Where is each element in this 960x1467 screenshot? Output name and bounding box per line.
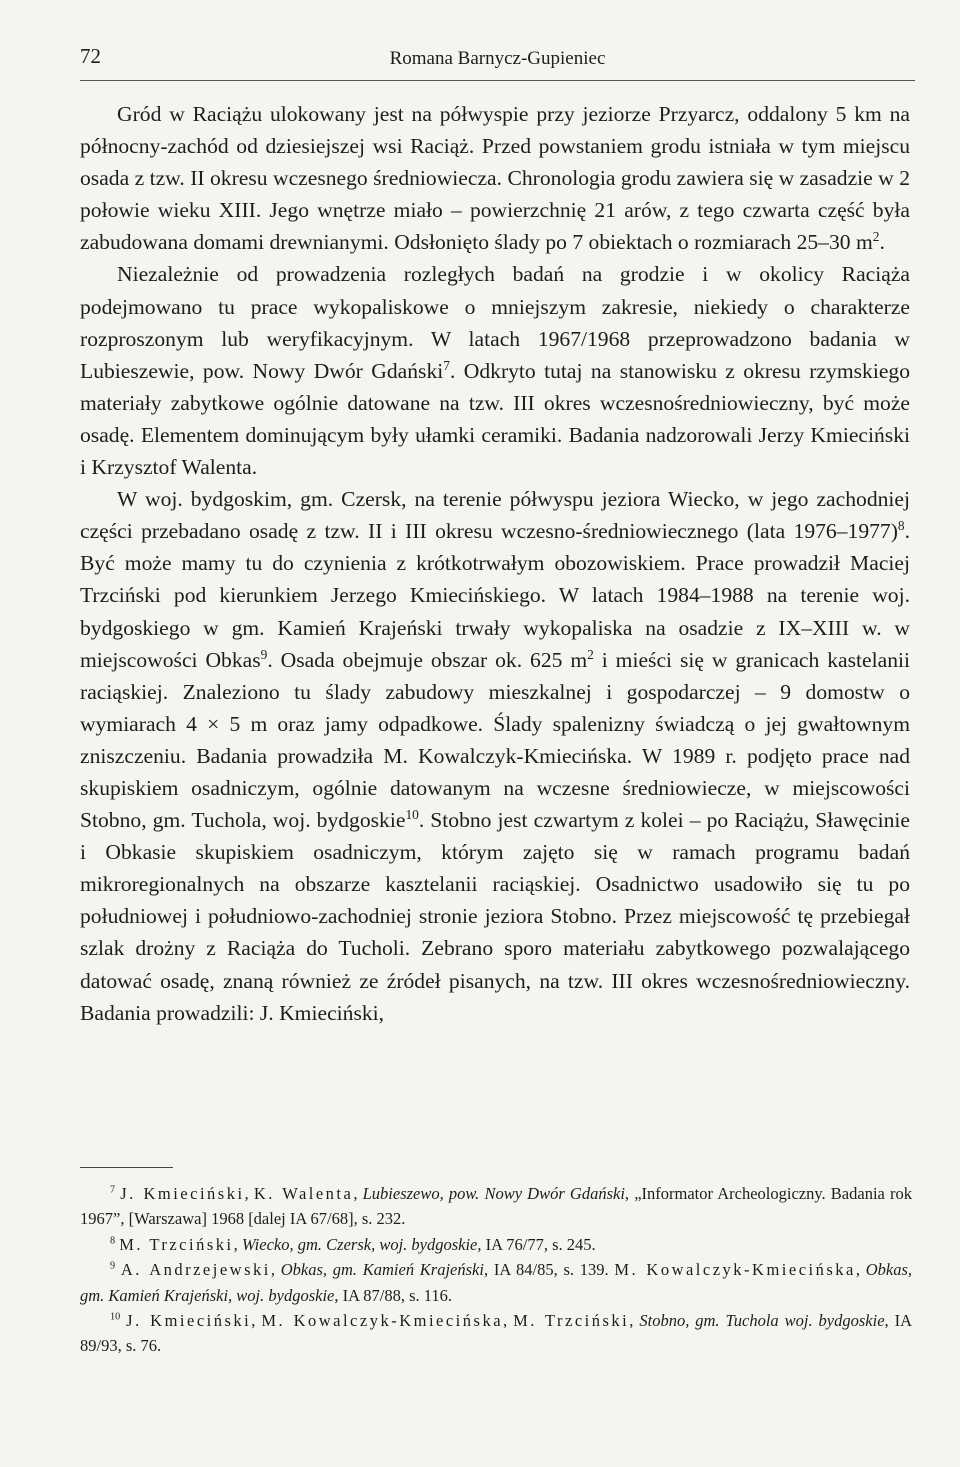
footnote-number: 9 — [110, 1260, 116, 1272]
paragraph-3-text-cont: . Osada obejmuje obszar ok. 625 m — [267, 647, 588, 672]
separator: , — [855, 1260, 866, 1280]
footnote-title: Wiecko, gm. Czersk, woj. bydgoskie — [241, 1234, 478, 1254]
paragraph-3-text-cont: . Być może mamy tu do czynienia z krótkotrwałym obozowiskiem. Prace prowadził Maciej Trzciński pod kierunkiem Jerzego Kmiecińskiego. W latach 1984–1988 na terenie woj. bydgoskiego w gm. Kamień Krajeński trwały wykopaliska na osadzie z IX–XIII w. w miejscowości Obkas — [80, 519, 910, 672]
footnote-7 — [80, 1181, 912, 1232]
footnote-8 — [80, 1232, 912, 1257]
separator: , — [629, 1311, 640, 1331]
footnote-title: Lubieszewo, pow. Nowy Dwór Gdański — [362, 1184, 625, 1203]
page-number: 72 — [80, 44, 101, 68]
paragraph-2 — [80, 258, 910, 483]
paragraph-3-text-cont: i mieści się w granicach kastelanii raciąskiej. Znaleziono tu ślady zabudowy mieszkalnej i gospodarczej – 9 domostw o wymiarach 4 × 5 m oraz jamy odpadkowe. Ślady spalenizny świadczą o jej gwałtownym zniszczeniu. Badania prowadziła M. Kowalczyk-Kmiecińska. W 1989 r. podjęto prace nad skupiskiem osadniczym, ogólnie datowanym na wczesne średniowiecze, w miejscowości Stobno, gm. Tuchola, woj. bydgoskie — [80, 647, 910, 833]
separator: , — [353, 1184, 363, 1203]
paragraph-1-end: . — [879, 230, 885, 255]
footnote-title: Obkas, gm. Kamień Krajeński — [280, 1260, 484, 1280]
superscript: 2 — [872, 229, 880, 245]
footnote-ref-9[interactable]: 9 — [260, 646, 268, 662]
paragraph-1-text: Gród w Raciążu ulokowany jest na półwyspie przy jeziorze Przyarcz, oddalony 5 km na północny-zachód od dziesiejszej wsi Raciąż. Przed powstaniem grodu istniała w tym miejscu osada z tzw. II okresu wczesnego średniowiecza. Chronologia grodu zawiera się w zasadzie w 2 połowie wieku XIII. Jego wnętrze miało – powierzchnię 21 arów, z tego czwarta część była zabudowana domami drewnianymi. Odsłonięto ślady po 7 obiektach o rozmiarach 25–30 m — [80, 102, 910, 255]
footnote-title: Obkas, gm. Kamień Krajeński, woj. bydgoskie — [80, 1260, 912, 1305]
footnote-author: M. Trzciński — [513, 1311, 630, 1331]
footnote-author: M. Kowalczyk-Kmiecińska — [614, 1260, 856, 1280]
footnote-rest: , IA 87/88, s. 116. — [334, 1285, 453, 1305]
footnote-rest: , IA 84/85, s. 139. — [483, 1260, 615, 1280]
footnote-author: A. Andrzejewski — [120, 1260, 271, 1280]
footnote-author: K. Walenta — [253, 1184, 354, 1203]
footnote-number: 10 — [110, 1311, 121, 1323]
paragraph-3 — [80, 483, 910, 1029]
footnotes — [80, 1181, 912, 1359]
paragraph-3-text: W woj. bydgoskim, gm. Czersk, na terenie półwyspu jeziora Wiecko, w jego zachodniej części przebadano osadę z tzw. II i III okresu wczesno-średniowiecznego (lata 1976–1977) — [80, 487, 910, 544]
superscript: 2 — [587, 646, 594, 662]
footnote-author: M. Kowalczyk-Kmiecińska — [261, 1311, 504, 1331]
footnote-author: M. Trzciński — [119, 1234, 234, 1254]
footnote-rest: , „Informator Archeologiczny. Badania rok 1967”, [Warszawa] 1968 [dalej IA 67/68], s. 232. — [80, 1184, 912, 1229]
footnote-10 — [80, 1308, 912, 1359]
paragraph-1 — [80, 98, 910, 258]
footnote-rest: , IA 89/93, s. 76. — [80, 1311, 912, 1356]
footnote-rest: , IA 76/77, s. 245. — [477, 1234, 596, 1254]
footnote-title: Stobno, gm. Tuchola woj. bydgoskie — [639, 1311, 885, 1331]
separator: , — [251, 1311, 262, 1331]
footnote-ref-7[interactable]: 7 — [443, 357, 450, 373]
footnote-ref-10[interactable]: 10 — [405, 806, 419, 822]
footnote-number: 7 — [110, 1184, 116, 1196]
running-title: Romana Barnycz-Gupieniec — [389, 48, 606, 69]
footnote-author: J. Kmieciński — [126, 1311, 252, 1331]
paragraph-2-text-cont: . Odkryto tutaj na stanowisku z okresu rzymskiego materiały zabytkowe ogólnie datowane na tzw. III okres wczesnośredniowieczny, być może osadę. Elementem dominującym były ułamki ceramiki. Badania nadzorowali Jerzy Kmieciński i Krzysztof Walenta. — [80, 358, 910, 480]
footnote-ref-8[interactable]: 8 — [897, 518, 905, 534]
footnote-author: J. Kmieciński — [120, 1184, 245, 1203]
separator: , — [270, 1260, 281, 1280]
footnote-number: 8 — [110, 1235, 116, 1247]
footnote-separator — [80, 1167, 173, 1168]
paragraph-3-text-cont: . Stobno jest czwartym z kolei – po Raciążu, Sławęcinie i Obkasie skupiskiem osadniczym, którym zajęto się w ramach programu badań mikroregionalnych na obszarze kasztelanii raciąskiej. Osadnictwo usadowiło się tu po południowej i południowo-zachodniej stronie jeziora Stobno. Przez miejscowość tę przebiegał szlak drożny z Raciąża do Tucholi. Zebrano sporo materiału zabytkowego pozwalającego datować osadę, znaną również ze źródeł pisanych, na tzw. III okres wczesnośredniowieczny. Badania prowadzili: J. Kmieciński, — [80, 808, 910, 1025]
separator: , — [233, 1234, 242, 1254]
separator: , — [503, 1311, 514, 1331]
running-header — [80, 44, 915, 81]
paragraph-2-text: Niezależnie od prowadzenia rozległych badań na grodzie i w okolicy Raciąża podejmowano tu prace wykopaliskowe o mniejszym zakresie, niekiedy o charakterze rozproszonym lub weryfikacyjnym. W latach 1967/1968 przeprowadzono badania w Lubieszewie, pow. Nowy Dwór Gdański — [80, 262, 910, 383]
body-text — [80, 98, 910, 1029]
separator: , — [244, 1184, 254, 1203]
footnote-9 — [80, 1257, 912, 1308]
